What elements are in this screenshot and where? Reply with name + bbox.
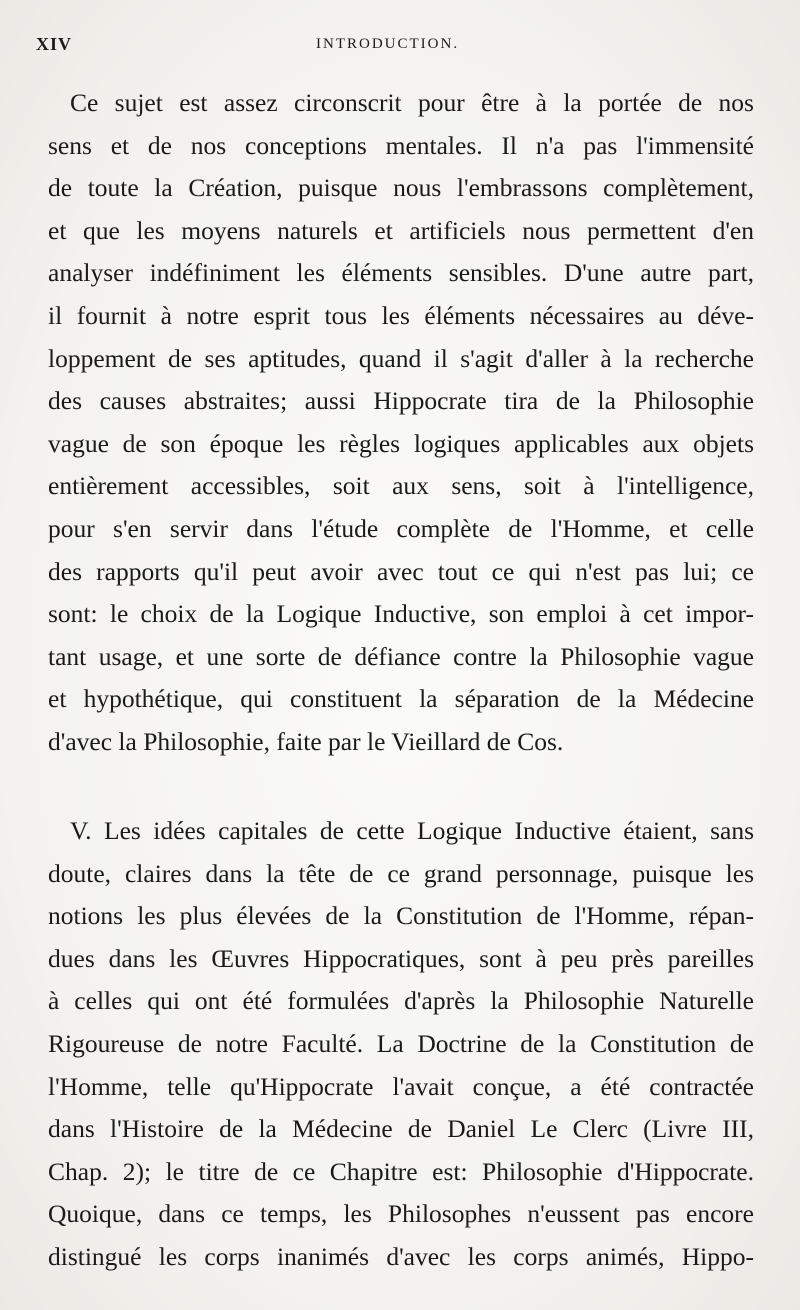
text-line: pour s'en servir dans l'étude complète de l'Homme, et celle (48, 513, 754, 543)
text-line: Rigoureuse de notre Faculté. La Doctrine de la Constitution de (48, 1028, 754, 1058)
text-line: et que les moyens naturels et artificiels nous permettent d'en (48, 215, 754, 245)
text-line: V. Les idées capitales de cette Logique Inductive étaient, sans (70, 816, 754, 845)
text-line: sont: le choix de la Logique Inductive, son emploi à cet impor- (48, 599, 754, 629)
text-line: Ce sujet est assez circonscrit pour être à la portée de nos (70, 88, 754, 117)
text-line: vague de son époque les règles logiques applicables aux objets (48, 428, 754, 458)
text-line: loppement de ses aptitudes, quand il s'agit d'aller à la recherche (48, 343, 754, 373)
text-line: sens et de nos conceptions mentales. Il n'a pas l'immensité (48, 130, 754, 160)
page-header (36, 34, 776, 60)
running-head: INTRODUCTION. (316, 36, 460, 52)
text-line: Quoique, dans ce temps, les Philosophes n'eussent pas encore (48, 1199, 754, 1229)
text-line: analyser indéfiniment les éléments sensibles. D'une autre part, (48, 258, 754, 288)
paragraph-1 (48, 82, 754, 764)
text-line: l'Homme, telle qu'Hippocrate l'avait conçue, a été contractée (48, 1071, 754, 1101)
text-line: doute, claires dans la tête de ce grand personnage, puisque les (48, 858, 754, 888)
page-number: XIV (36, 34, 73, 54)
text-line: dues dans les Œuvres Hippocratiques, sont à peu près pareilles (48, 943, 754, 973)
text-line: des causes abstraites; aussi Hippocrate tira de la Philosophie (48, 386, 754, 416)
text-line: tant usage, et une sorte de défiance contre la Philosophie vague (48, 641, 754, 671)
text-line: dans l'Histoire de la Médecine de Daniel Le Clerc (Livre III, (48, 1114, 754, 1144)
text-line: Chap. 2); le titre de ce Chapitre est: Philosophie d'Hippocrate. (48, 1156, 754, 1186)
paragraph-2 (48, 810, 754, 1279)
text-line: distingué les corps inanimés d'avec les corps animés, Hippo- (48, 1241, 754, 1271)
text-line: d'avec la Philosophie, faite par le Vieillard de Cos. (48, 726, 564, 756)
text-line: à celles qui ont été formulées d'après la Philosophie Naturelle (48, 986, 754, 1016)
text-line: il fournit à notre esprit tous les éléments nécessaires au déve- (48, 300, 754, 330)
text-line: de toute la Création, puisque nous l'embrassons complètement, (48, 173, 754, 203)
text-line: et hypothétique, qui constituent la séparation de la Médecine (48, 684, 754, 714)
text-line: notions les plus élevées de la Constitution de l'Homme, répan- (48, 901, 754, 931)
text-line: entièrement accessibles, soit aux sens, soit à l'intelligence, (48, 471, 754, 501)
text-line: des rapports qu'il peut avoir avec tout ce qui n'est pas lui; ce (48, 556, 754, 586)
